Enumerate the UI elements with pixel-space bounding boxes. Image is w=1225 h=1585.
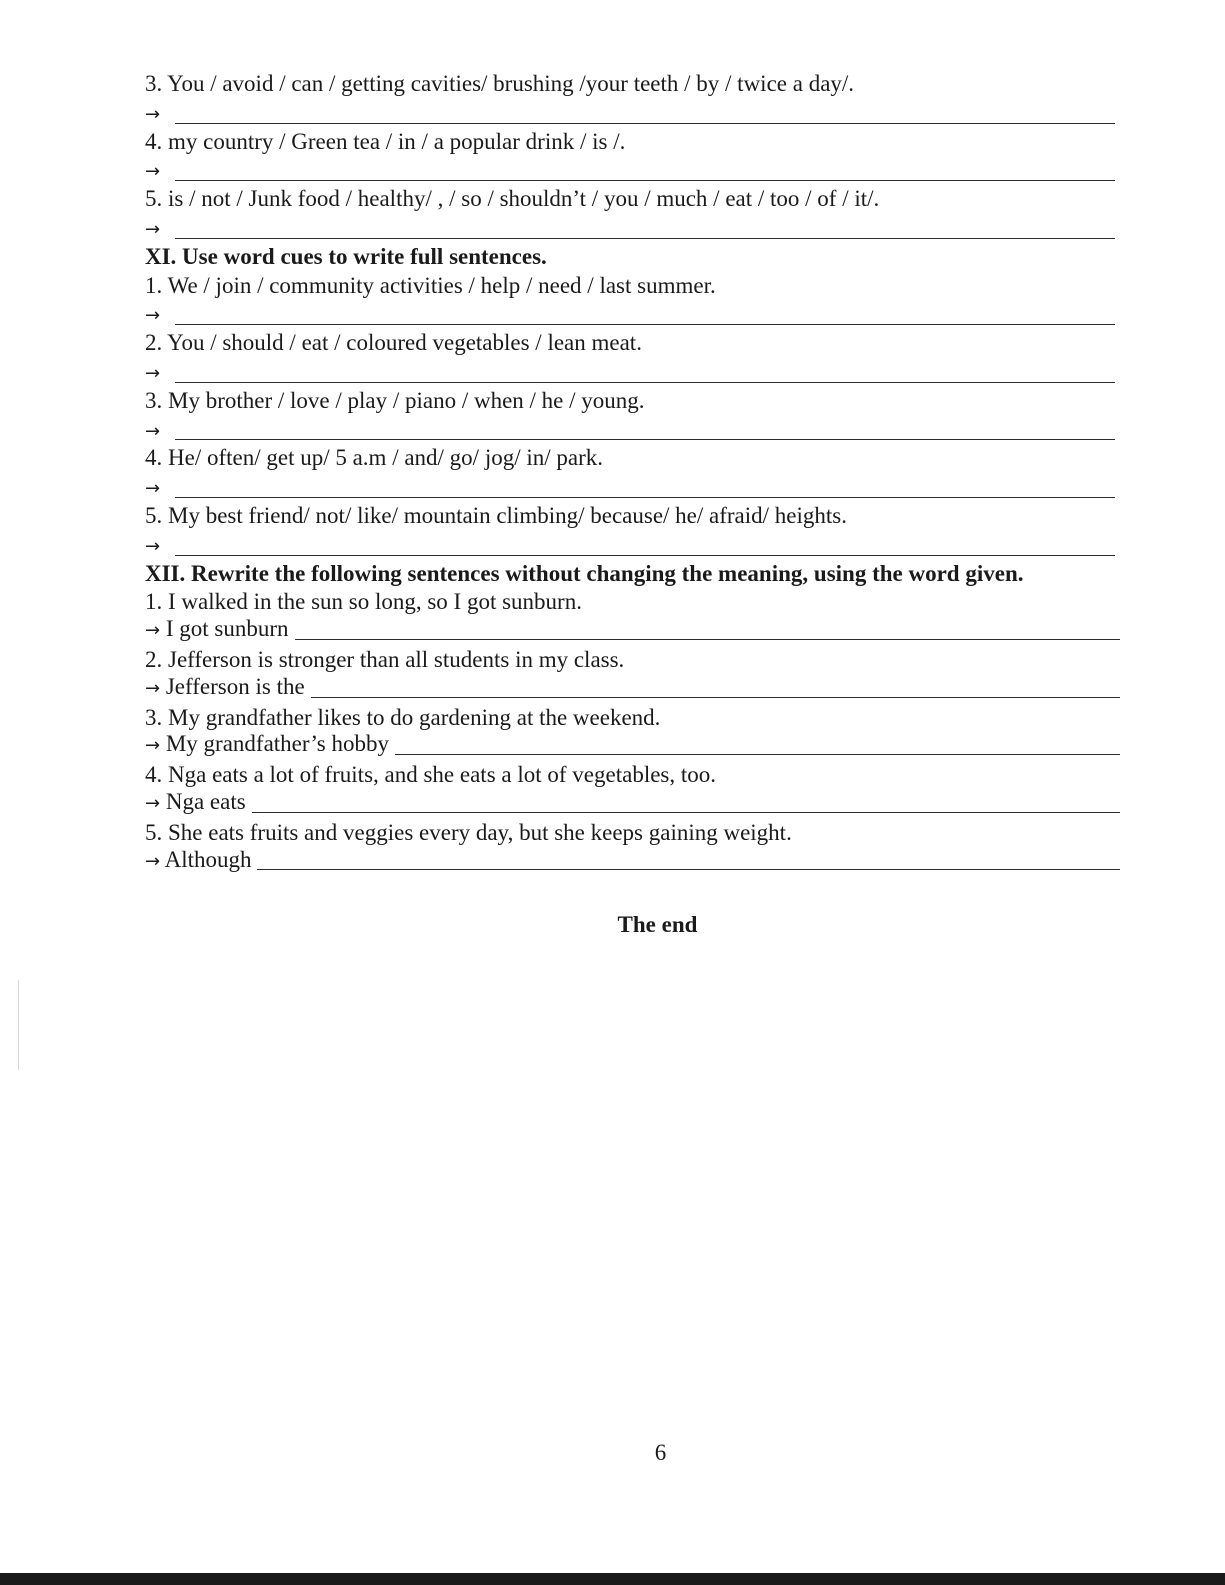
- exercise-prompt: 3. You / avoid / can / getting cavities/ brushing /your teeth / by / twice a day/.: [145, 71, 855, 96]
- answer-line[interactable]: [145, 99, 1120, 128]
- exercise-prompt: 4. He/ often/ get up/ 5 a.m / and/ go/ jog/ in/ park.: [145, 445, 604, 471]
- answer-line[interactable]: [145, 358, 1120, 387]
- answer-rule: [175, 497, 1115, 498]
- answer-line[interactable]: [145, 416, 1120, 445]
- answer-rule: [175, 324, 1115, 325]
- answer-line[interactable]: [145, 156, 1120, 185]
- exercise-prompt: 5. My best friend/ not/ like/ mountain climbing/ because/ he/ afraid/ heights.: [145, 502, 847, 528]
- arrow-icon: →: [145, 620, 161, 642]
- answer-line[interactable]: [145, 531, 1120, 560]
- answer-line[interactable]: [145, 473, 1120, 502]
- answer-rule: [175, 180, 1115, 181]
- exercise-prompt: 5. is / not / Junk food / healthy/ , / so / shouldn’t / you / much / eat / too / of / it/.: [145, 186, 880, 212]
- answer-rule: [257, 868, 1120, 870]
- rewrite-answer-line[interactable]: [145, 732, 1120, 761]
- arrow-icon: →: [145, 535, 161, 557]
- arrow-icon: →: [145, 478, 161, 500]
- arrow-icon: →: [145, 792, 161, 814]
- arrow-icon: →: [145, 161, 161, 183]
- arrow-icon: →: [145, 218, 161, 240]
- rewrite-answer-line[interactable]: [145, 848, 1120, 877]
- exercise-prompt: 2. You / should / eat / coloured vegetables / lean meat.: [145, 330, 642, 356]
- rewrite-lead: → Nga eats: [145, 788, 246, 814]
- scan-margin-mark: [18, 980, 19, 1070]
- arrow-icon: →: [145, 305, 161, 327]
- rewrite-answer-line[interactable]: [145, 675, 1120, 704]
- exercise-prompt: 4. Nga eats a lot of fruits, and she eats a lot of vegetables, too.: [145, 762, 717, 788]
- rewrite-lead: → Although: [145, 846, 252, 872]
- answer-rule: [175, 439, 1115, 440]
- answer-rule: [175, 382, 1115, 383]
- arrow-icon: →: [145, 677, 161, 699]
- exercise-prompt: 5. She eats fruits and veggies every day, but she keeps gaining weight.: [145, 819, 792, 845]
- rewrite-lead: → I got sunburn: [145, 616, 289, 642]
- exercise-prompt: 1. We / join / community activities / help / need / last summer.: [145, 272, 716, 298]
- answer-rule: [175, 123, 1115, 124]
- arrow-icon: →: [145, 850, 161, 872]
- answer-rule: [252, 811, 1120, 813]
- exercise-prompt: 2. Jefferson is stronger than all students in my class.: [145, 646, 625, 672]
- section-heading-xi: XI. Use word cues to write full sentences.: [145, 243, 547, 269]
- rewrite-lead: → My grandfather’s hobby: [145, 731, 389, 757]
- rewrite-answer-line[interactable]: [145, 790, 1120, 819]
- exercise-prompt: 1. I walked in the sun so long, so I got sunburn.: [145, 589, 582, 615]
- rewrite-answer-line[interactable]: [145, 617, 1120, 646]
- rewrite-lead: → Jefferson is the: [145, 673, 305, 699]
- answer-rule: [175, 238, 1115, 239]
- arrow-icon: →: [145, 103, 161, 125]
- arrow-icon: →: [145, 362, 161, 384]
- scan-bottom-edge: [0, 1573, 1225, 1585]
- answer-rule: [175, 555, 1115, 556]
- section-heading-xii: XII. Rewrite the following sentences without changing the meaning, using the word given.: [145, 560, 1024, 586]
- answer-line[interactable]: [145, 300, 1120, 329]
- worksheet-content: [145, 70, 1120, 876]
- answer-rule: [311, 696, 1120, 698]
- answer-line[interactable]: [145, 214, 1120, 243]
- page-number: 6: [654, 1440, 667, 1465]
- arrow-icon: →: [145, 420, 161, 442]
- exercise-prompt: 3. My grandfather likes to do gardening at the weekend.: [145, 704, 661, 730]
- exercise-prompt: 4. my country / Green tea / in / a popular drink / is /.: [145, 128, 626, 154]
- answer-rule: [295, 638, 1120, 640]
- arrow-icon: →: [145, 735, 161, 757]
- closing-text: The end: [617, 912, 698, 937]
- answer-rule: [395, 753, 1120, 755]
- exercise-prompt: 3. My brother / love / play / piano / when / he / young.: [145, 387, 645, 413]
